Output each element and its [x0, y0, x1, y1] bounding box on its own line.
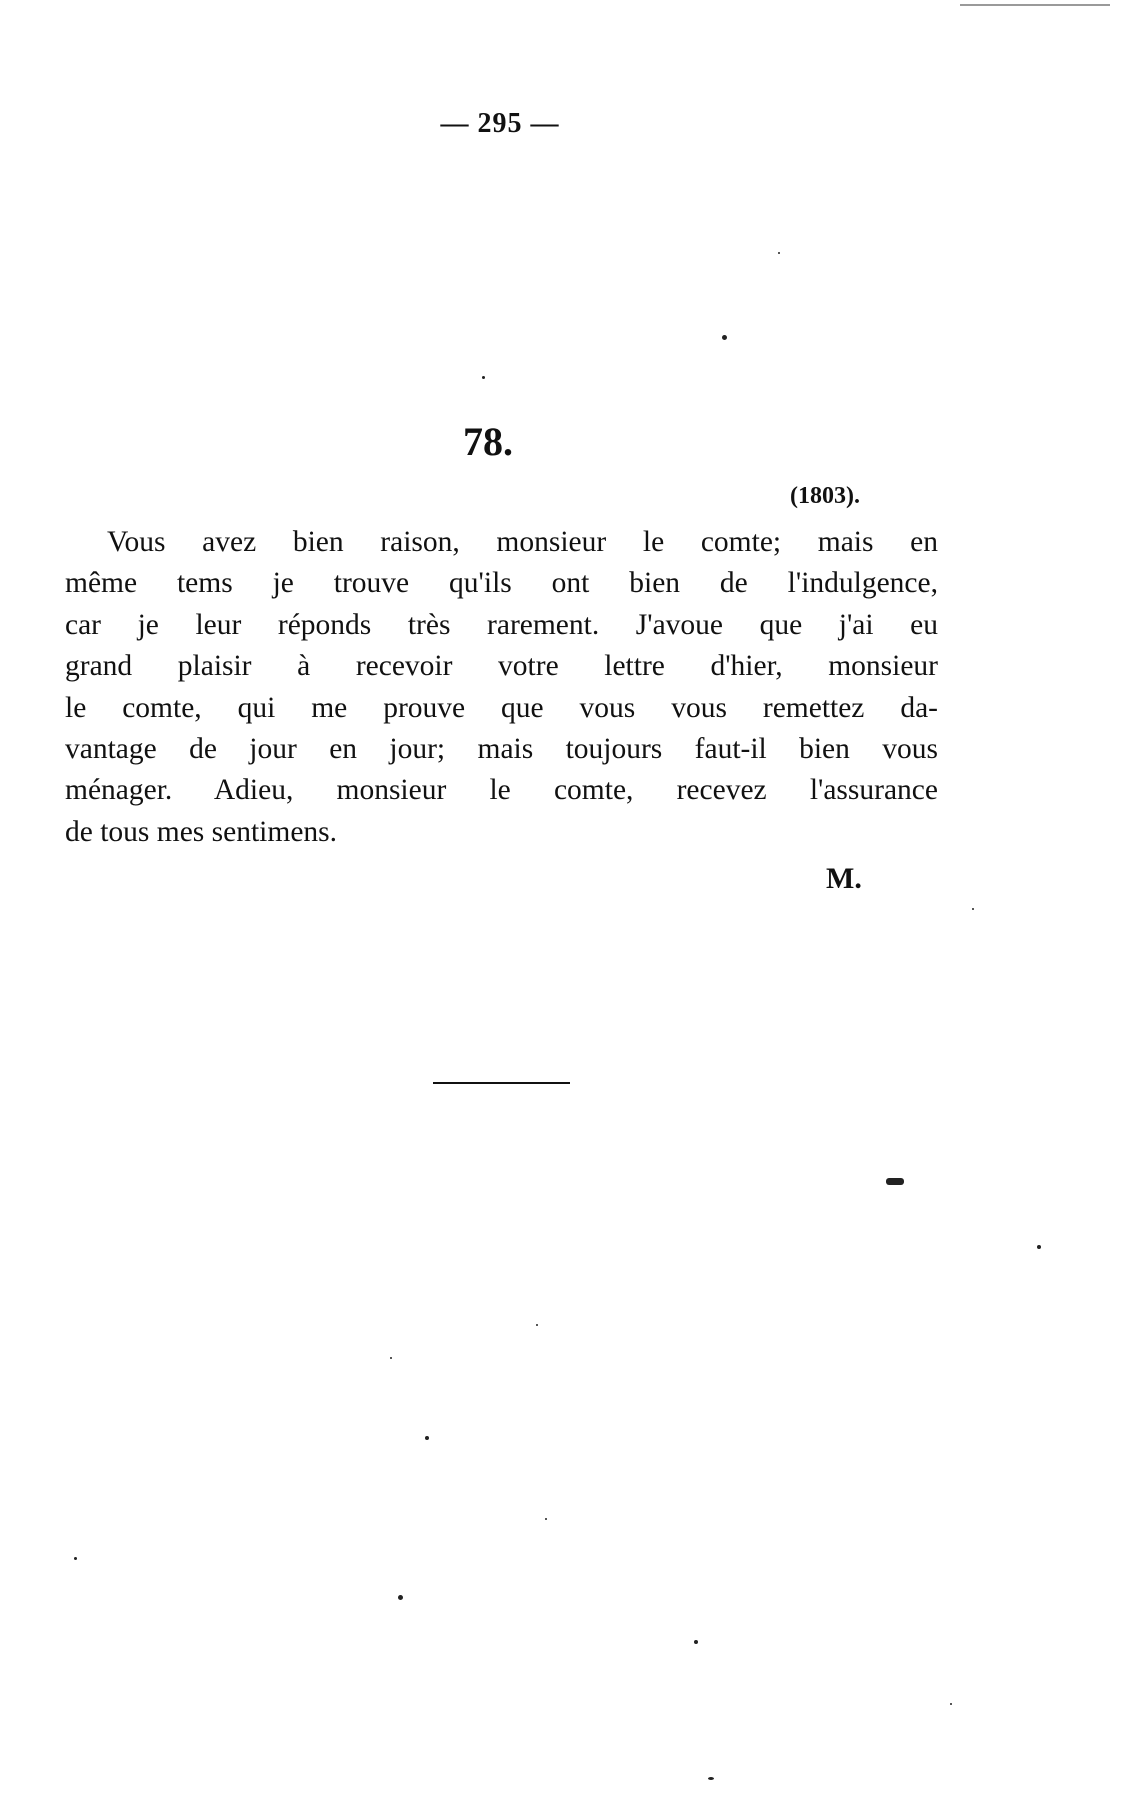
body-line: ménager. Adieu, monsieur le comte, recevez l'assurance	[65, 774, 938, 807]
scan-edge-line	[960, 4, 1110, 6]
scan-speck	[972, 908, 974, 910]
body-line: car je leur réponds très rarement. J'avoue que j'ai eu	[65, 608, 938, 641]
scan-speck	[398, 1595, 403, 1600]
scan-speck	[482, 376, 485, 379]
body-line: de tous mes sentimens.	[65, 815, 338, 848]
scan-speck	[425, 1436, 429, 1440]
scan-speck	[536, 1324, 538, 1326]
body-line: vantage de jour en jour; mais toujours faut-il bien vous	[65, 733, 938, 766]
scan-speck	[950, 1703, 952, 1705]
body-line: même tems je trouve qu'ils ont bien de l'indulgence,	[65, 567, 938, 600]
scan-speck	[1037, 1245, 1041, 1249]
letter-date: (1803).	[790, 483, 860, 509]
letter-number: 78.	[463, 419, 513, 464]
scan-speck	[886, 1178, 904, 1185]
scan-speck	[778, 252, 780, 254]
body-line: le comte, qui me prouve que vous vous remettez da-	[65, 691, 938, 724]
scan-speck	[545, 1518, 547, 1520]
scan-speck	[708, 1777, 714, 1780]
end-rule	[433, 1082, 570, 1084]
scan-speck	[390, 1357, 392, 1359]
page-number: — 295 —	[440, 108, 560, 139]
scan-speck	[74, 1557, 77, 1560]
letter-body	[65, 522, 938, 853]
body-line: grand plaisir à recevoir votre lettre d'hier, monsieur	[65, 650, 938, 683]
scan-speck	[722, 335, 727, 340]
scan-speck	[694, 1640, 698, 1644]
signature: M.	[826, 862, 862, 895]
body-line: Vous avez bien raison, monsieur le comte; mais en	[107, 526, 938, 558]
